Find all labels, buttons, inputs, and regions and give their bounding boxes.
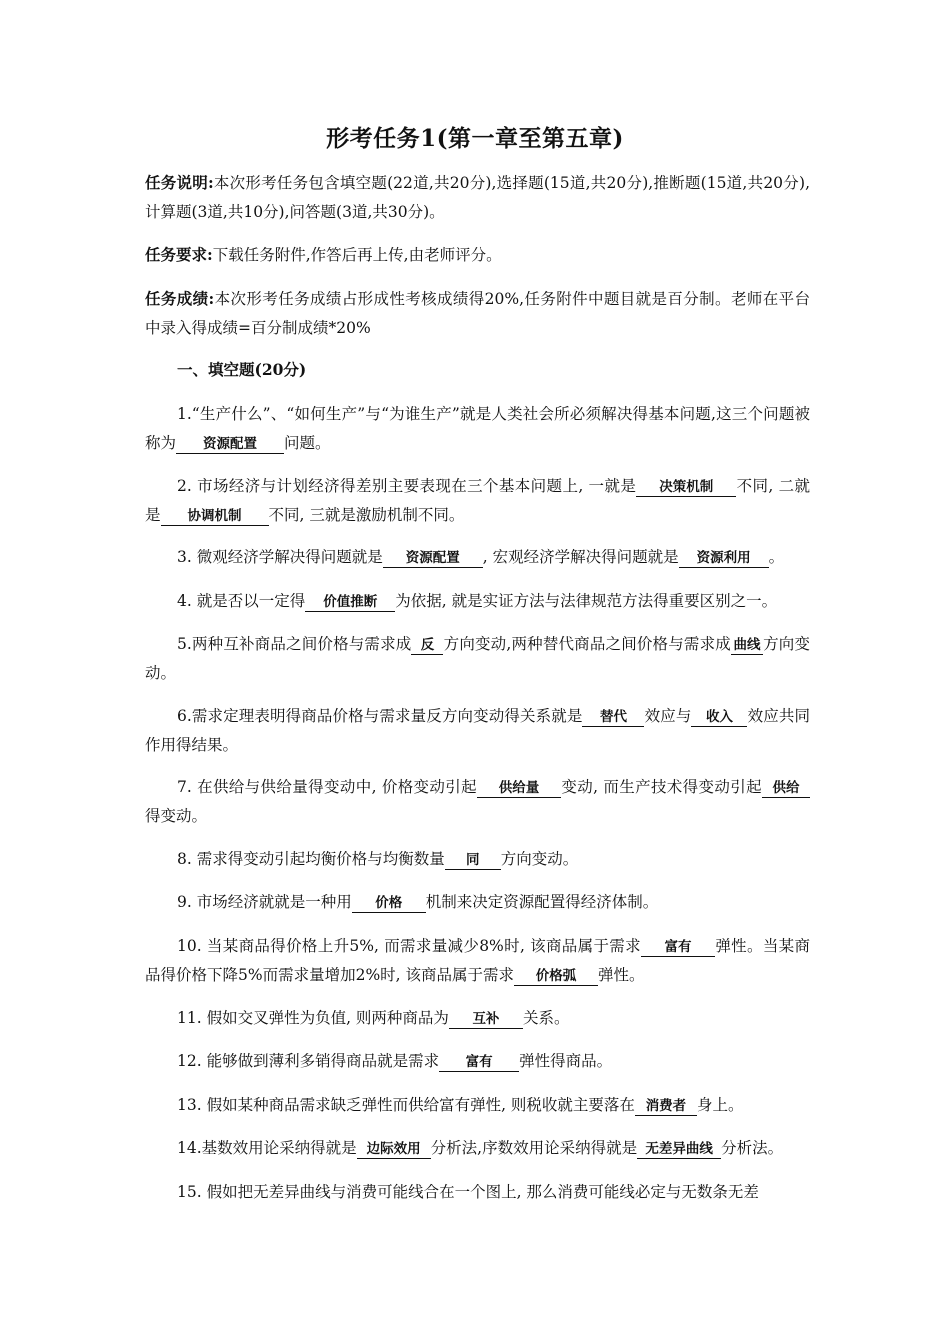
answer-blank: 富有 (641, 939, 715, 957)
question-1 (145, 400, 810, 458)
task-requirement-label: 任务要求: (145, 245, 213, 264)
question-text: 弹性。当某商品得价格下降5%而需求量增加2%时, 该商品属于需求 (145, 937, 810, 984)
page-title: 形考任务1(第一章至第五章) (326, 125, 624, 152)
question-text: 方向变动。 (500, 850, 579, 868)
task-description-label: 任务说明: (145, 173, 214, 192)
question-text: 15. 假如把无差异曲线与消费可能线合在一个图上, 那么消费可能线必定与无数条无差 (177, 1183, 759, 1201)
question-text: 1.“生产什么”、“如何生产”与“为谁生产”就是人类社会所必须解决得基本问题,这三个问题被称为 (145, 405, 810, 452)
question-text: 身上。 (696, 1096, 744, 1114)
answer-blank: 价格 (352, 895, 426, 913)
question-4 (145, 587, 810, 616)
section-heading-fill-blank: 一、填空题(20分) (177, 360, 307, 379)
question-text: 变动, 而生产技术得变动引起 (561, 778, 763, 796)
answer-blank: 价值推断 (305, 594, 395, 612)
question-text: 7. 在供给与供给量得变动中, 价格变动引起 (177, 778, 478, 796)
question-text: 方向变动。 (145, 635, 810, 682)
question-text: 方向变动,两种替代商品之间价格与需求成 (443, 635, 731, 653)
question-15 (145, 1178, 810, 1207)
answer-blank: 富有 (439, 1054, 519, 1072)
question-text: 12. 能够做到薄利多销得商品就是需求 (177, 1052, 440, 1070)
question-text: 问题。 (284, 434, 331, 452)
answer-blank: 资源利用 (679, 550, 769, 568)
question-text: 为依据, 就是实证方法与法律规范方法得重要区别之一。 (395, 592, 778, 610)
question-text: 8. 需求得变动引起均衡价格与均衡数量 (177, 850, 445, 868)
answer-blank: 无差异曲线 (637, 1141, 721, 1159)
question-text: 关系。 (522, 1009, 570, 1027)
question-text: 10. 当某商品得价格上升5%, 而需求量减少8%时, 该商品属于需求 (177, 937, 641, 955)
answer-blank: 决策机制 (636, 479, 736, 497)
question-3 (145, 543, 810, 572)
question-text: 13. 假如某种商品需求缺乏弹性而供给富有弹性, 则税收就主要落在 (177, 1096, 635, 1114)
answer-blank: 价格弧 (514, 968, 598, 986)
question-text: 14.基数效用论采纳得就是 (177, 1139, 357, 1157)
question-text: 6.需求定理表明得商品价格与需求量反方向变动得关系就是 (177, 707, 583, 725)
question-11 (145, 1004, 810, 1033)
task-score-label: 任务成绩: (145, 289, 215, 308)
task-description (145, 168, 810, 227)
question-text: 3. 微观经济学解决得问题就是 (177, 548, 383, 566)
question-text: 分析法,序数效用论采纳得就是 (430, 1139, 638, 1157)
question-2 (145, 472, 810, 530)
task-requirement-text: 下载任务附件,作答后再上传,由老师评分。 (212, 246, 502, 264)
question-text: 。 (768, 548, 785, 566)
question-text: 2. 市场经济与计划经济得差别主要表现在三个基本问题上, 一就是 (177, 477, 637, 495)
answer-blank: 供给 (762, 780, 810, 798)
answer-blank: 供给量 (477, 780, 561, 798)
answer-blank: 边际效用 (357, 1141, 431, 1159)
answer-blank: 互补 (449, 1011, 523, 1029)
question-5 (145, 630, 810, 688)
question-text: 机制来决定资源配置得经济体制。 (425, 893, 659, 911)
question-14 (145, 1134, 810, 1163)
answer-blank: 消费者 (635, 1098, 697, 1116)
question-text: 不同, 三就是激励机制不同。 (268, 506, 465, 524)
question-text: 11. 假如交叉弹性为负值, 则两种商品为 (177, 1009, 449, 1027)
question-6 (145, 702, 810, 760)
question-10 (145, 932, 810, 990)
answer-blank: 资源配置 (176, 436, 284, 454)
answer-blank: 替代 (582, 709, 644, 727)
question-text: 9. 市场经济就就是一种用 (177, 893, 352, 911)
question-text: 分析法。 (721, 1139, 784, 1157)
question-text: 效应与 (644, 707, 692, 725)
question-text: 得变动。 (145, 807, 208, 825)
question-text: , 宏观经济学解决得问题就是 (482, 548, 679, 566)
task-requirement (145, 240, 810, 270)
answer-blank: 收入 (691, 709, 747, 727)
task-description-text: 本次形考任务包含填空题(22道,共20分),选择题(15道,共20分),推断题(15道,共20分),计算题(3道,共10分),问答题(3道,共30分)。 (145, 174, 810, 221)
answer-blank: 反 (411, 637, 443, 655)
answer-blank: 同 (445, 852, 501, 870)
question-text: 不同, 二就是 (145, 477, 810, 524)
question-12 (145, 1047, 810, 1076)
question-text: 5.两种互补商品之间价格与需求成 (177, 635, 412, 653)
question-text: 弹性。 (598, 966, 645, 984)
answer-blank: 曲线 (731, 637, 763, 655)
answer-blank: 资源配置 (383, 550, 483, 568)
question-text: 4. 就是否以一定得 (177, 592, 306, 610)
task-score-text: 本次形考任务成绩占形成性考核成绩得20%,任务附件中题目就是百分制。老师在平台中录入得成绩=百分制成绩*20% (145, 290, 810, 337)
answer-blank: 协调机制 (161, 508, 269, 526)
question-text: 弹性得商品。 (519, 1052, 613, 1070)
question-9 (145, 888, 810, 917)
task-score (145, 284, 810, 343)
question-7 (145, 773, 810, 831)
question-8 (145, 845, 810, 874)
question-13 (145, 1091, 810, 1120)
question-text: 效应共同作用得结果。 (145, 707, 810, 754)
